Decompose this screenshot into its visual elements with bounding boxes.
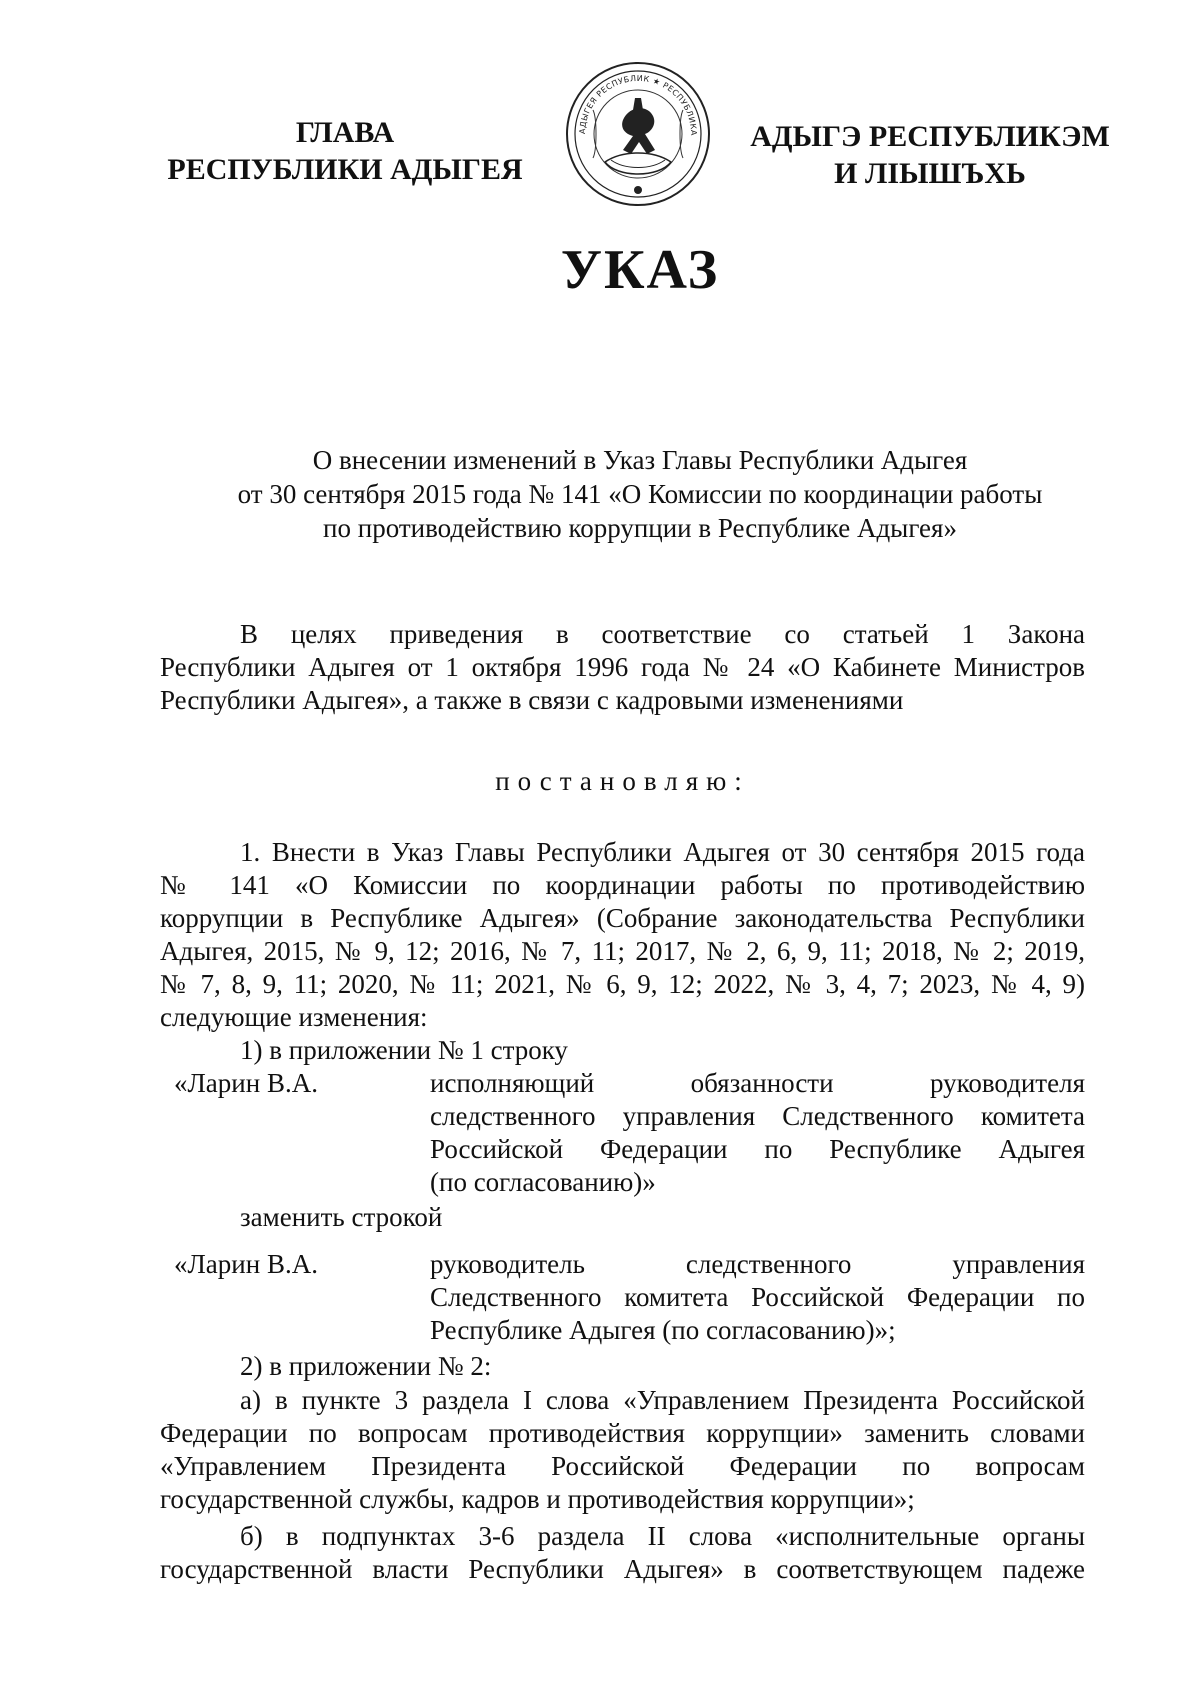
subitem-2-intro-text: 2) в приложении № 2:	[240, 1351, 492, 1381]
replace-with-text: заменить строкой	[240, 1202, 443, 1232]
item-1-line: Адыгея, 2015, № 9, 12; 2016, № 7, 11; 2017, № 2, 6, 9, 11; 2018, № 2; 2019,	[160, 936, 1085, 966]
old-row-description	[430, 1067, 1085, 1199]
item-1-line: № 141 «О Комиссии по координации работы по противодействию	[160, 870, 1085, 900]
item-1-line: 1. Внести в Указ Главы Республики Адыгея от 30 сентября 2015 года	[240, 837, 1085, 867]
document-subject	[150, 443, 1130, 545]
svg-text:АДЫГЕЯ РЕСПУБЛИК ★ РЕСПУБЛИКА: АДЫГЕЯ РЕСПУБЛИК ★ РЕСПУБЛИКА	[577, 73, 699, 137]
old-row	[160, 1067, 1085, 1207]
header-left-line1: ГЛАВА	[295, 116, 395, 149]
new-row-desc-line: Республике Адыгея (по согласованию)»;	[430, 1315, 896, 1345]
item-1-paragraph	[160, 836, 1085, 1034]
subject-line: О внесении изменений в Указ Главы Республики Адыгея	[312, 445, 968, 475]
preamble-line: Республики Адыгея от 1 октября 1996 года № 24 «О Кабинете Министров	[160, 652, 1085, 682]
subitem-2a-line: а) в пункте 3 раздела I слова «Управлением Президента Российской	[240, 1385, 1085, 1415]
coat-of-arms-seal	[563, 58, 713, 210]
new-row-desc-line: руководитель следственного управления	[430, 1249, 1085, 1279]
subitem-1-intro	[160, 1034, 1085, 1067]
document-type-title: УКАЗ	[560, 239, 720, 301]
old-row-name: «Ларин В.А.	[174, 1068, 318, 1098]
old-row-desc-line: (по согласованию)»	[430, 1167, 656, 1197]
subject-line: от 30 сентября 2015 года № 141 «О Комиссии по координации работы	[237, 479, 1043, 509]
subitem-2a-paragraph	[160, 1384, 1085, 1516]
subitem-2a-line: Федерации по вопросам противодействия коррупции» заменить словами	[160, 1418, 1085, 1448]
item-1-line: коррупции в Республике Адыгея» (Собрание законодательства Республики	[160, 903, 1085, 933]
header-left	[160, 114, 530, 188]
item-1-line: следующие изменения:	[160, 1002, 428, 1032]
replace-with-label	[160, 1201, 1085, 1234]
subitem-2b-line: государственной власти Республики Адыгея» в соответствующем падеже	[160, 1554, 1085, 1584]
new-row-description	[430, 1248, 1085, 1347]
preamble-line: Республики Адыгея», а также в связи с кадровыми изменениями	[160, 685, 904, 715]
subitem-2b-paragraph	[160, 1520, 1085, 1586]
item-1-line: № 7, 8, 9, 11; 2020, № 11; 2021, № 6, 9, 12; 2022, № 3, 4, 7; 2023, № 4, 9)	[160, 969, 1085, 999]
subitem-2a-line: государственной службы, кадров и противодействия коррупции»;	[160, 1484, 915, 1514]
new-row-name: «Ларин В.А.	[174, 1249, 318, 1279]
header-right-line2: И ЛІЫШЪХЬ	[834, 157, 1026, 190]
header-right-line1: АДЫГЭ РЕСПУБЛИКЭМ	[750, 120, 1110, 153]
header-left-line2: РЕСПУБЛИКИ АДЫГЕЯ	[167, 153, 523, 186]
old-row-desc-line: следственного управления Следственного комитета	[430, 1101, 1085, 1131]
new-row-desc-line: Следственного комитета Российской Федерации по	[430, 1282, 1085, 1312]
subject-line: по противодействию коррупции в Республике Адыгея»	[323, 513, 957, 543]
preamble-line: В целях приведения в соответствие со статьей 1 Закона	[240, 619, 1085, 649]
preamble-paragraph	[160, 618, 1085, 717]
subitem-2b-line: б) в подпунктах 3-6 раздела II слова «исполнительные органы	[240, 1521, 1085, 1551]
header-right	[740, 118, 1120, 192]
resolve-word: постановляю:	[495, 766, 750, 796]
old-row-desc-line: исполняющий обязанности руководителя	[430, 1068, 1085, 1098]
old-row-desc-line: Российской Федерации по Республике Адыгея	[430, 1134, 1085, 1164]
subitem-1-intro-text: 1) в приложении № 1 строку	[240, 1035, 568, 1065]
new-row	[160, 1248, 1085, 1358]
subitem-2a-line: «Управлением Президента Российской Федерации по вопросам	[160, 1451, 1085, 1481]
subitem-2-intro	[160, 1350, 1085, 1383]
